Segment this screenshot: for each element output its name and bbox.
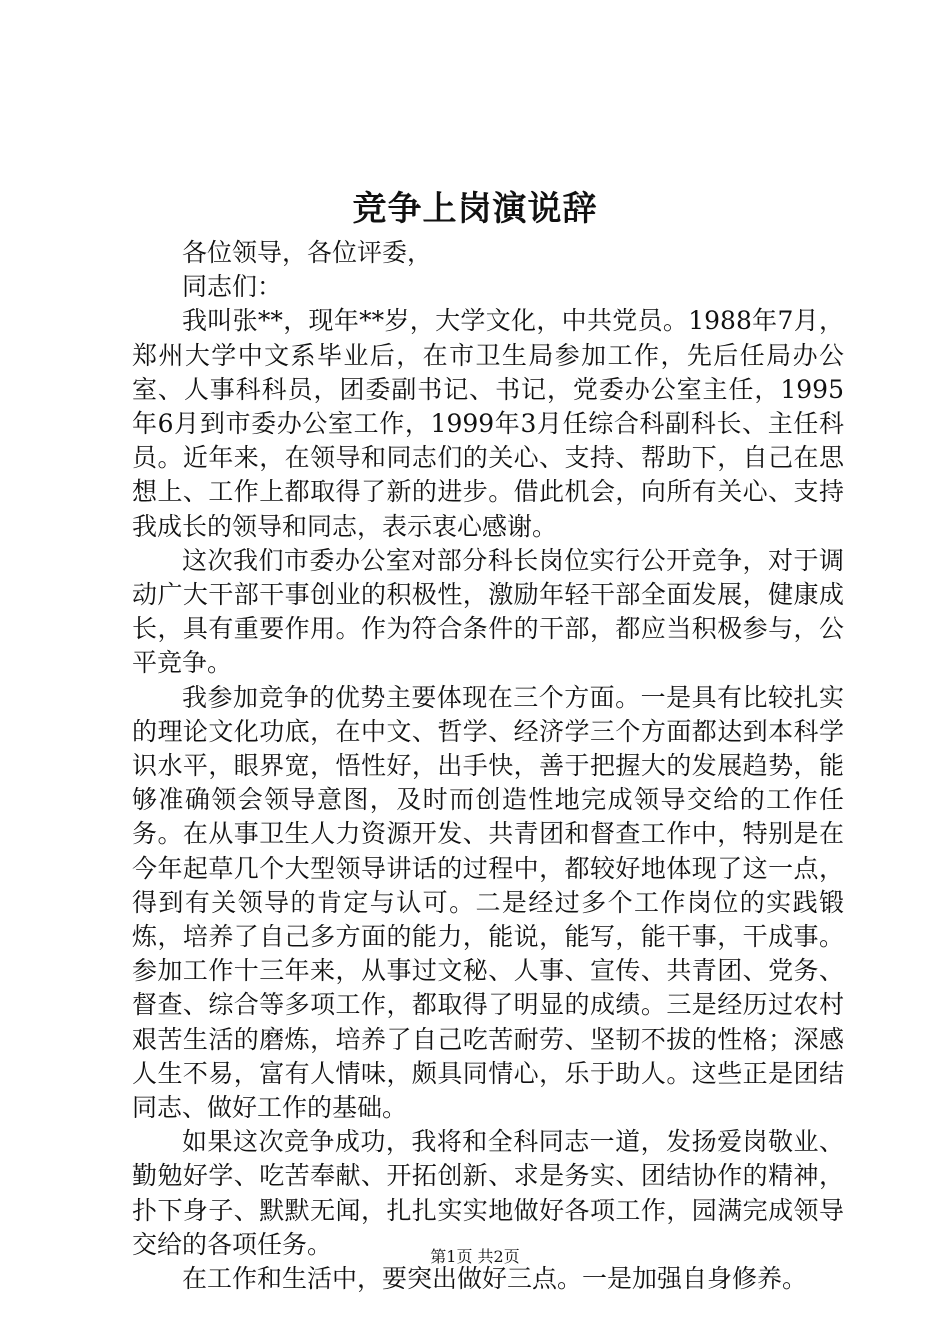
- body-paragraph: 在工作和生活中，要突出做好三点。一是加强自身修养。: [182, 1264, 808, 1294]
- salutation-line: 各位领导，各位评委，: [182, 238, 433, 267]
- salutation-line: 同志们：: [182, 272, 283, 302]
- document-title: 竞争上岗演说辞: [352, 189, 598, 229]
- body-paragraph: 这次我们市委办公室对部分科长岗位实行公开竞争，对于调动广大干部干事创业的积极性，激励年轻干部全面发展，健康成长，具有重要作用。作为符合条件的干部，都应当积极参与，公平竞争。: [132, 545, 844, 678]
- body-paragraph: 如果这次竞争成功，我将和全科同志一道，发扬爱岗敬业、勤勉好学、吃苦奉献、开拓创新、求是务实、团结协作的精神，扑下身子、默默无闻，扎扎实实地做好各项工作，园满完成领导交给的各项任务。: [132, 1127, 844, 1259]
- page-footer: 第1页 共2页: [430, 1247, 520, 1266]
- document-body: [132, 236, 844, 1296]
- body-paragraph: 我叫张**，现年**岁，大学文化，中共党员。1988年7月，郑州大学中文系毕业后，在市卫生局参加工作，先后任局办公室、人事科科员，团委副书记、书记，党委办公室主任，1995年6月到市委办公室工作，1999年3月任综合科副科长、主任科员。近年来，在领导和同志们的关心、支持、帮助下，自己在思想上、工作上都取得了新的进步。借此机会，向所有关心、支持我成长的领导和同志，表示衷心感谢。: [132, 306, 844, 541]
- body-paragraph: 我参加竞争的优势主要体现在三个方面。一是具有比较扎实的理论文化功底，在中文、哲学、经济学三个方面都达到本科学识水平，眼界宽，悟性好，出手快，善于把握大的发展趋势，能够准确领会领导意图，及时而创造性地完成领导交给的工作任务。在从事卫生人力资源开发、共青团和督查工作中，特别是在今年起草几个大型领导讲话的过程中，都较好地体现了这一点，得到有关领导的肯定与认可。二是经过多个工作岗位的实践锻炼，培养了自己多方面的能力，能说，能写，能干事，干成事。参加工作十三年来，从事过文秘、人事、宣传、共青团、党务、督查、综合等多项工作，都取得了明显的成绩。三是经历过农村艰苦生活的磨炼，培养了自己吃苦耐劳、坚韧不拔的性格；深感人生不易，富有人情味，颇具同情心，乐于助人。这些正是团结同志、做好工作的基础。: [132, 682, 844, 1123]
